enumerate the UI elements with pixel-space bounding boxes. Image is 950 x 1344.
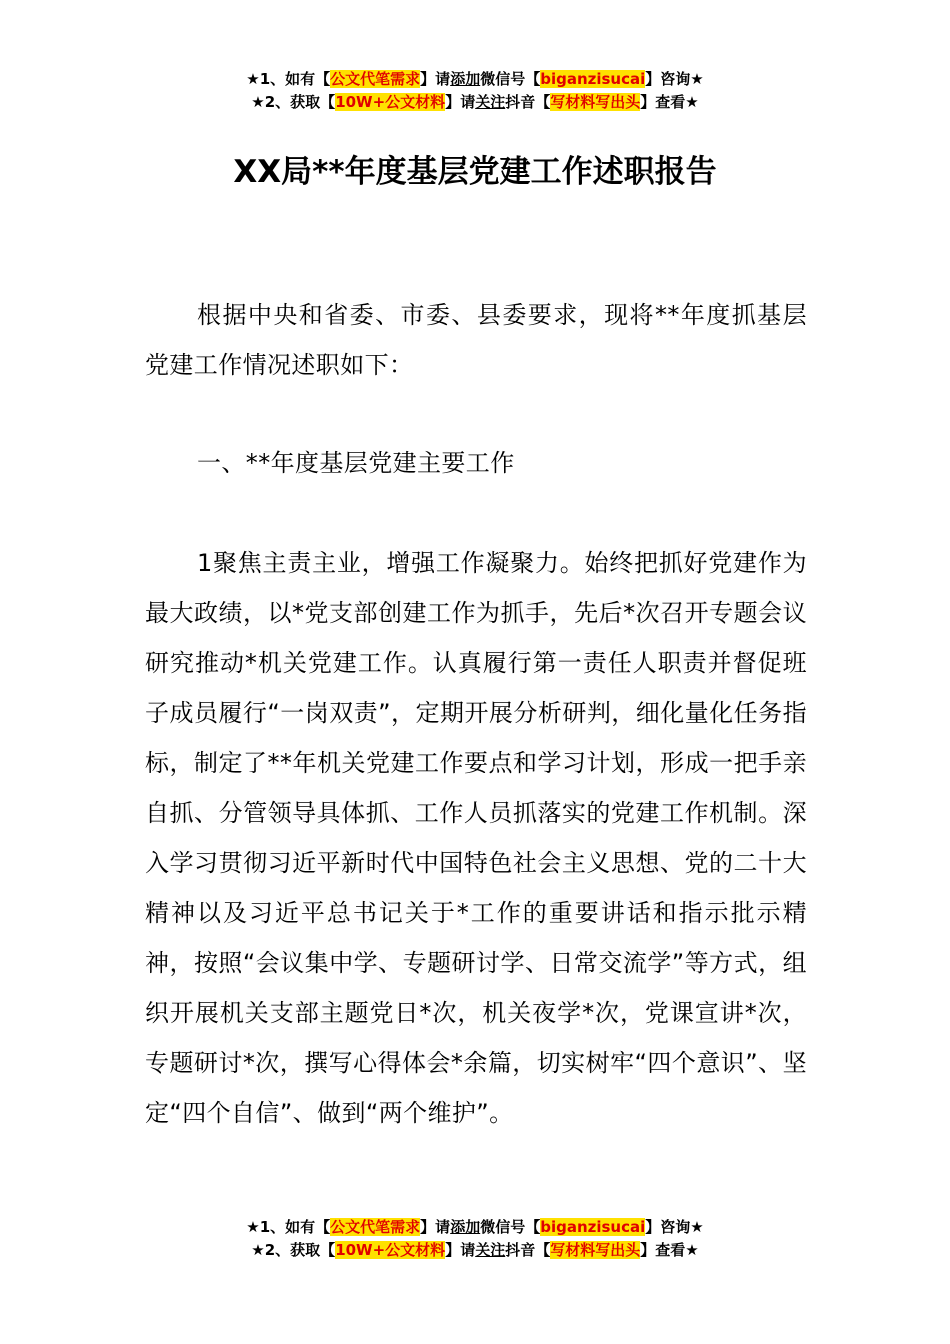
promo-highlight: 公文代笔需求 xyxy=(330,70,421,88)
promo-line-2: ★2、获取【10W+公文材料】请关注抖音【写材料写出头】查看★ xyxy=(251,1241,699,1259)
promo-line-2: ★2、获取【10W+公文材料】请关注抖音【写材料写出头】查看★ xyxy=(251,93,699,111)
promo-line-1: ★1、如有【公文代笔需求】请添加微信号【biganzisucai】咨询★ xyxy=(246,1218,704,1236)
footer-promo-banner xyxy=(0,1216,950,1262)
promo-highlight: 10W+公文材料 xyxy=(335,93,446,111)
promo-wechat-id: biganzisucai xyxy=(540,1218,646,1236)
promo-underline: 关注 xyxy=(475,93,506,111)
promo-line-1: ★1、如有【公文代笔需求】请添加微信号【biganzisucai】咨询★ xyxy=(246,70,704,88)
section-heading: 一、**年度基层党建主要工作 xyxy=(197,449,515,477)
document-title: XX局**年度基层党建工作述职报告 xyxy=(233,154,717,190)
intro-paragraph: 根据中央和省委、市委、县委要求，现将**年度抓基层党建工作情况述职如下： xyxy=(145,301,807,379)
promo-wechat-id: biganzisucai xyxy=(540,70,646,88)
promo-underline: 添加 xyxy=(450,1218,481,1236)
header-promo-banner xyxy=(0,68,950,114)
promo-highlight: 公文代笔需求 xyxy=(330,1218,421,1236)
promo-douyin-id: 写材料写出头 xyxy=(550,93,641,111)
promo-underline: 添加 xyxy=(450,70,481,88)
body-paragraph-1: 1聚焦主责主业，增强工作凝聚力。始终把抓好党建作为最大政绩，以*党支部创建工作为抓手，先后*次召开专题会议研究推动*机关党建工作。认真履行第一责任人职责并督促班子成员履行“一岗双责”，定期开展分析研判，细化量化任务指标，制定了**年机关党建工作要点和学习计划，形成一把手亲自抓、分管领导具体抓、工作人员抓落实的党建工作机制。深入学习贯彻习近平新时代中国特色社会主义思想、党的二十大精神以及习近平总书记关于*工作的重要讲话和指示批示精神，按照“会议集中学、专题研讨学、日常交流学”等方式，组织开展机关支部主题党日*次，机关夜学*次，党课宣讲*次，专题研讨*次，撰写心得体会*余篇，切实树牢“四个意识”、坚定“四个自信”、做到“两个维护”。 xyxy=(145,549,807,1127)
promo-highlight: 10W+公文材料 xyxy=(335,1241,446,1259)
promo-douyin-id: 写材料写出头 xyxy=(550,1241,641,1259)
promo-underline: 关注 xyxy=(475,1241,506,1259)
